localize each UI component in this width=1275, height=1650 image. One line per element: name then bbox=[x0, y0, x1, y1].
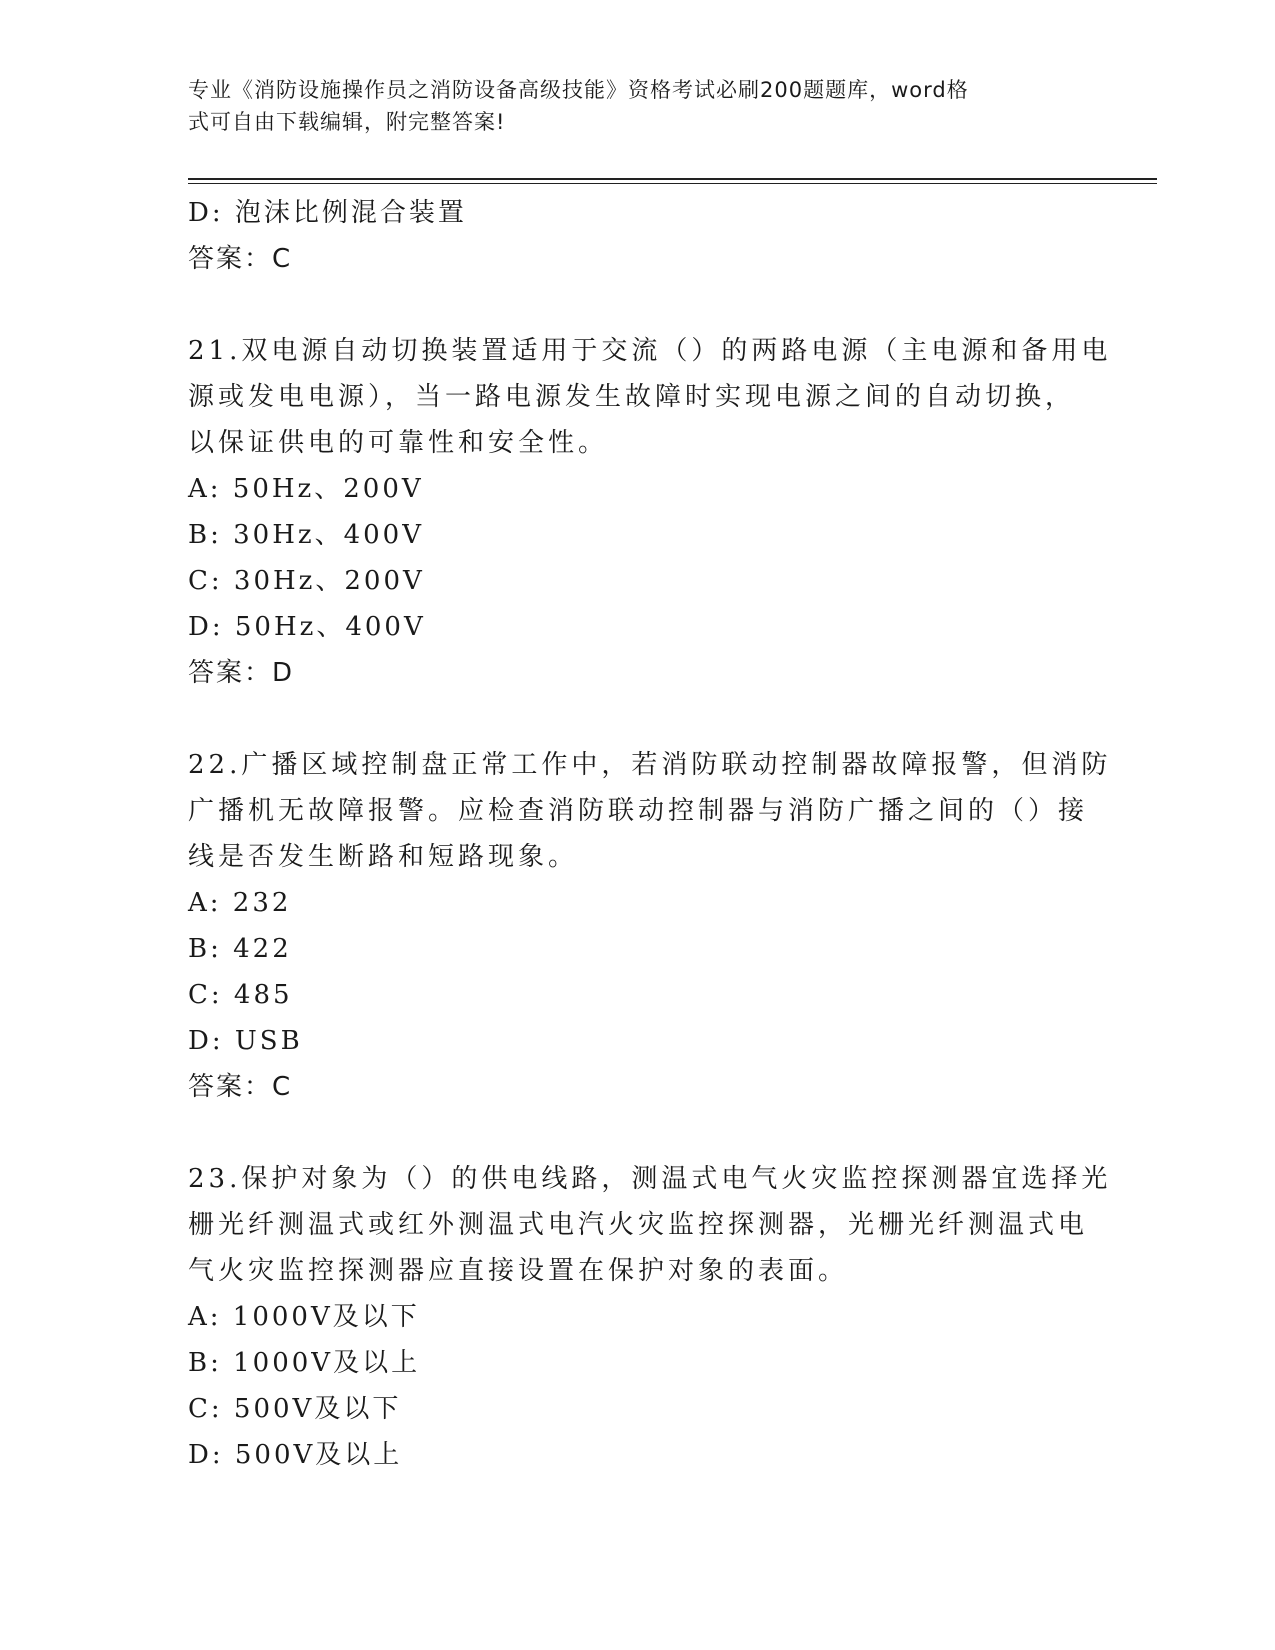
question-stem-line: 气火灾监控探测器应直接设置在保护对象的表面。 bbox=[188, 1256, 849, 1286]
question-stem-line: 23.保护对象为（）的供电线路，测温式电气火灾监控探测器宜选择光 bbox=[188, 1164, 1112, 1194]
answer-line: 答案：D bbox=[188, 658, 295, 688]
option-b: B: 1000V及以上 bbox=[188, 1348, 421, 1378]
question-stem-line: 源或发电电源），当一路电源发生故障时实现电源之间的自动切换， bbox=[188, 382, 1076, 412]
option-a: A: 232 bbox=[188, 888, 292, 918]
previous-question-tail bbox=[188, 190, 1088, 282]
option-a: A: 1000V及以下 bbox=[188, 1302, 420, 1332]
question-stem-line: 21.双电源自动切换装置适用于交流（）的两路电源（主电源和备用电 bbox=[188, 336, 1112, 366]
question-23 bbox=[188, 1156, 1112, 1478]
answer-line: 答案：C bbox=[188, 1072, 293, 1102]
option-d: D: 500V及以上 bbox=[188, 1440, 403, 1470]
spacer bbox=[188, 696, 1088, 742]
spacer bbox=[188, 1110, 1088, 1156]
question-22 bbox=[188, 742, 1112, 1110]
option-c: C: 500V及以下 bbox=[188, 1394, 402, 1424]
answer-line: 答案：C bbox=[188, 244, 293, 274]
header-line-2: 式可自由下载编辑，附完整答案! bbox=[188, 110, 506, 134]
option-b: B: 30Hz、400V bbox=[188, 520, 424, 550]
option-d: D: USB bbox=[188, 1026, 303, 1056]
header-line-1: 专业《消防设施操作员之消防设备高级技能》资格考试必刷200题题库，word格 bbox=[188, 78, 969, 102]
header-rule-thin bbox=[188, 183, 1157, 184]
option-c: C: 485 bbox=[188, 980, 293, 1010]
option-d: D: 50Hz、400V bbox=[188, 612, 426, 642]
document-body bbox=[188, 190, 1112, 1478]
option-c: C: 30Hz、200V bbox=[188, 566, 425, 596]
question-stem-line: 线是否发生断路和短路现象。 bbox=[188, 842, 579, 872]
question-stem-line: 22.广播区域控制盘正常工作中，若消防联动控制器故障报警，但消防 bbox=[188, 750, 1112, 780]
question-stem-line: 栅光纤测温式或红外测温式电汽火灾监控探测器，光栅光纤测温式电 bbox=[188, 1210, 1089, 1240]
document-header bbox=[188, 74, 1088, 138]
option-b: B: 422 bbox=[188, 934, 292, 964]
option-d: D: 泡沫比例混合装置 bbox=[188, 198, 467, 228]
option-a: A: 50Hz、200V bbox=[188, 474, 424, 504]
spacer bbox=[188, 282, 1088, 328]
question-stem-line: 广播机无故障报警。应检查消防联动控制器与消防广播之间的（）接 bbox=[188, 796, 1089, 826]
question-21 bbox=[188, 328, 1112, 696]
question-stem-line: 以保证供电的可靠性和安全性。 bbox=[188, 428, 609, 458]
header-rule-thick bbox=[188, 178, 1157, 180]
